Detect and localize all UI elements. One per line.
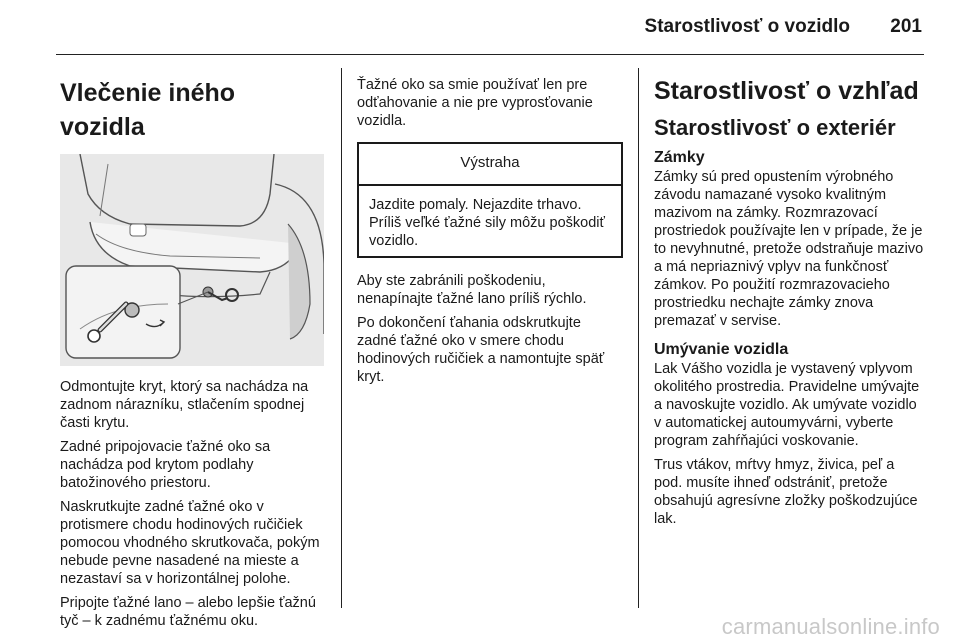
warning-box bbox=[357, 142, 623, 258]
middle-column bbox=[357, 62, 623, 392]
left-column bbox=[60, 62, 326, 636]
warning-text: Jazdite pomaly. Nejazdite trhavo. Príliš veľké ťažné sily môžu poškodiť vozidlo. bbox=[369, 197, 605, 249]
towing-paragraph: Aby ste zabránili poškodeniu, nenapínajte ťažné lano príliš rýchlo. bbox=[357, 273, 587, 307]
column-divider-left bbox=[341, 68, 342, 608]
towing-paragraph: Naskrutkujte zadné ťažné oko v protismere chodu hodinových ručičiek pomocou vhodného skrutkovača, pokým nebude pevne nasadené na mieste a nezastaví sa v horizontálnej polohe. bbox=[60, 499, 320, 587]
towing-paragraph: Po dokončení ťahania odskrutkujte zadné ťažné oko v smere chodu hodinových ručičiek a namontujte späť kryt. bbox=[357, 315, 605, 385]
page-number: 201 bbox=[890, 16, 922, 37]
warning-title: Výstraha bbox=[359, 144, 621, 186]
towing-eye-usage-note: Ťažné oko sa smie používať len pre odťahovanie a nie pre vyprosťovanie vozidla. bbox=[357, 77, 593, 129]
section-heading-appearance-care: Starostlivosť o vzhľad bbox=[654, 77, 919, 105]
topic-heading-locks: Zámky bbox=[654, 149, 705, 166]
washing-paragraph: Lak Vášho vozidla je vystavený vplyvom okolitého prostredia. Pravidelne umývajte a navoskujte vozidlo. Ak umývate vozidlo v automatickej autoumyvárni, vyberte program zahŕňajúci voskovanie. bbox=[654, 361, 920, 449]
towing-eye-illustration bbox=[60, 154, 324, 366]
towing-paragraph: Pripojte ťažné lano – alebo lepšie ťažnú tyč – k zadnému ťažnému oku. bbox=[60, 595, 316, 629]
column-divider-right bbox=[638, 68, 639, 608]
subsection-heading-exterior-care: Starostlivosť o exteriér bbox=[654, 115, 896, 140]
towing-paragraph: Zadné pripojovacie ťažné oko sa nachádza pod krytom podlahy batožinového priestoru. bbox=[60, 439, 271, 491]
right-column bbox=[654, 62, 924, 534]
towing-paragraph: Odmontujte kryt, ktorý sa nachádza na zadnom nárazníku, stlačením spodnej časti krytu. bbox=[60, 379, 309, 431]
topic-heading-washing: Umývanie vozidla bbox=[654, 341, 789, 358]
washing-paragraph: Trus vtákov, mŕtvy hmyz, živica, peľ a pod. musíte ihneď odstrániť, pretože obsahujú agresívne zložky poškodzujúce lak. bbox=[654, 457, 918, 527]
section-heading-towing: Vlečenie iného vozidla bbox=[60, 79, 236, 141]
running-header-title: Starostlivosť o vozidlo bbox=[644, 16, 850, 37]
locks-paragraph: Zámky sú pred opustením výrobného závodu namazané vysoko kvalitným mazivom na zámky. Rozmrazovací prostriedok používajte len v prípade, že je to nevyhnutné, pretože odstraňuje mazivo a má nepriaznivý vplyv na funkčnosť zámkov. Po použití rozmrazovacieho prostriedku nechajte zámky znova premazať v servise. bbox=[654, 169, 924, 329]
watermark: carmanualsonline.info bbox=[721, 614, 940, 639]
rear-bumper-drawing bbox=[60, 154, 324, 366]
header-rule bbox=[56, 54, 924, 55]
